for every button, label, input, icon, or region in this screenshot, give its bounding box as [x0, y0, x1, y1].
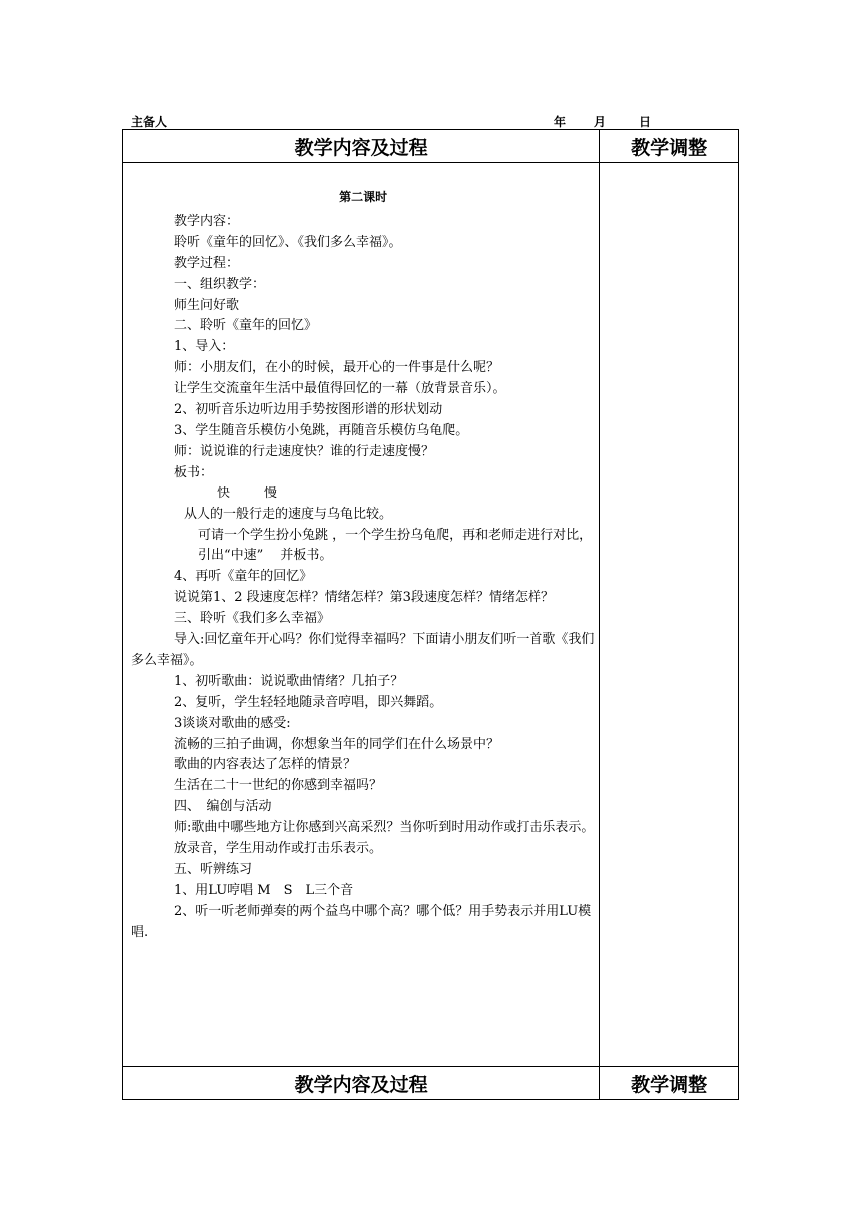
lesson-content [123, 163, 599, 944]
line: 导入:回忆童年开心吗？你们觉得幸福吗？下面请小朋友们听一首歌《我们多么幸福》。 [131, 632, 595, 668]
line: 让学生交流童年生活中最值得回忆的一幕（放背景音乐）。 [174, 381, 506, 397]
line: 1、用LU哼唱 M S L三个音 [174, 882, 354, 898]
line: 二、聆听《童年的回忆》 [174, 318, 318, 334]
line: 2、复听，学生轻轻地随录音哼唱，即兴舞蹈。 [174, 694, 443, 710]
line: 师生问好歌 [174, 297, 240, 313]
line: 师：小朋友们，在小的时候，最开心的一件事是什么呢？ [174, 360, 500, 376]
preparer-label: 主备人 [131, 115, 168, 129]
preparer-field [131, 113, 237, 130]
header-row [123, 130, 739, 163]
line: 板书： [174, 464, 214, 480]
line: 四、 编创与活动 [174, 799, 272, 815]
line: 1、初听歌曲：说说歌曲情绪？几拍子？ [174, 673, 404, 689]
footer-main-header: 教学内容及过程 [123, 1067, 600, 1100]
footer-row [123, 1067, 739, 1100]
board-line [131, 484, 595, 505]
month-label: 月 [594, 115, 607, 129]
col-main-header: 教学内容及过程 [123, 130, 600, 163]
adjust-cell [600, 163, 739, 1067]
line: 1、导入： [174, 339, 235, 355]
board-slow: 慢 [264, 485, 278, 501]
line: 流畅的三拍子曲调，你想象当年的同学们在什么场景中？ [174, 736, 500, 752]
line: 五、听辨练习 [174, 862, 253, 877]
line: 生活在二十一世纪的你感到幸福吗？ [174, 778, 383, 794]
col-adjust-header: 教学调整 [600, 130, 739, 163]
year-label: 年 [554, 115, 567, 129]
line: 放录音，学生用动作或打击乐表示。 [174, 841, 383, 857]
line: 教学过程： [174, 255, 240, 271]
lesson-title: 第二课时 [339, 190, 388, 204]
line: 师:歌曲中哪些地方让你感到兴高采烈？当你听到时用动作或打击乐表示。 [174, 820, 595, 836]
lesson-plan-table [122, 129, 739, 1100]
line: 师：说说谁的行走速度快？谁的行走速度慢？ [174, 443, 435, 459]
compare-line: 从人的一般行走的速度与乌龟比较。 [184, 506, 393, 522]
line: 教学内容： [174, 213, 240, 229]
board-fast: 快 [217, 485, 231, 501]
line: 歌曲的内容表达了怎样的情景？ [174, 757, 357, 773]
content-row [123, 163, 739, 1067]
line: 2、初听音乐边听边用手势按图形谱的形状划动 [174, 402, 443, 418]
day-label: 日 [639, 115, 652, 129]
line: 2、听一听老师弹奏的两个益鸟中哪个高？哪个低？用手势表示并用LU模唱. [131, 903, 592, 940]
content-cell [123, 163, 600, 1067]
roleplay-line: 可请一个学生扮小兔跳 ，一个学生扮乌龟爬，再和老师走进行对比， [198, 527, 593, 543]
preparer-blank [167, 116, 237, 130]
line: 说说第1、2 段速度怎样？情绪怎样？第3段速度怎样？情绪怎样？ [174, 590, 554, 606]
footer-adjust-header: 教学调整 [600, 1067, 739, 1100]
line: 聆听《童年的回忆》、《我们多么幸福》。 [174, 234, 402, 250]
line: 4、再听《童年的回忆》 [174, 569, 313, 585]
line: 3谈谈对歌曲的感受: [174, 715, 291, 731]
medium-line: 引出“中速” 并板书。 [198, 548, 333, 564]
line: 一、组织教学： [174, 276, 266, 292]
line: 三、聆听《我们多么幸福》 [174, 611, 331, 627]
line: 3、学生随音乐模仿小兔跳，再随音乐模仿乌龟爬。 [174, 422, 469, 438]
